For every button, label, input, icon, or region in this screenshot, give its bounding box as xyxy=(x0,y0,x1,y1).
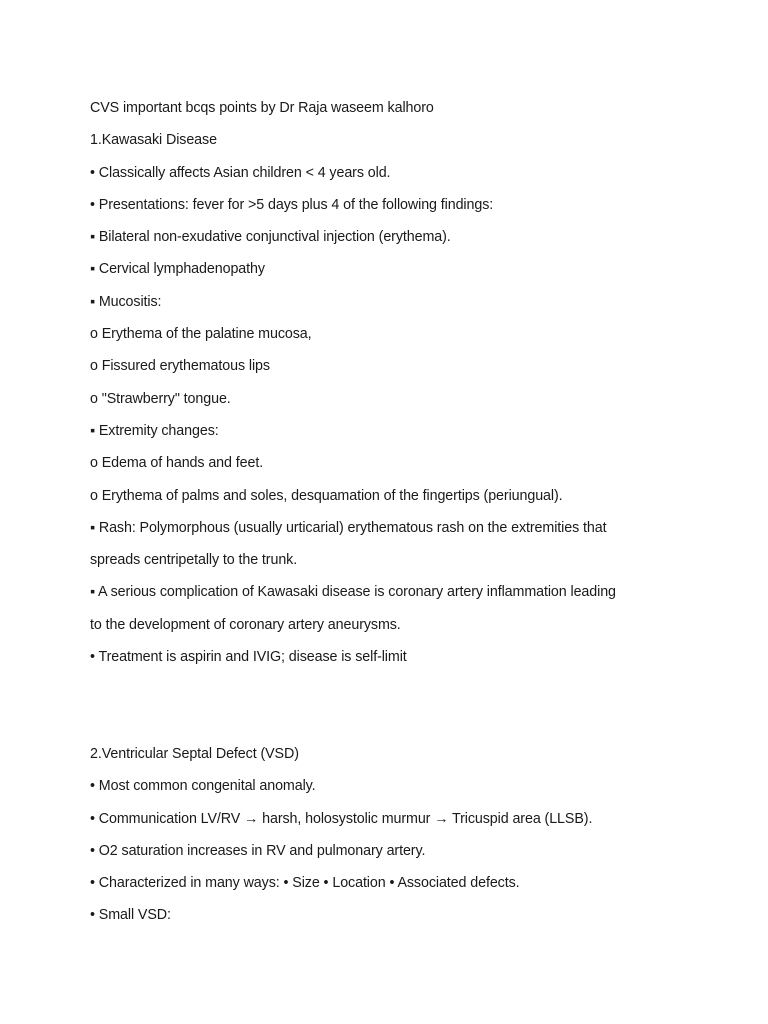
document-body xyxy=(90,92,690,932)
text-line: o Fissured erythematous lips xyxy=(90,358,270,375)
text-line: o Edema of hands and feet. xyxy=(90,455,264,472)
text-line: ▪ Bilateral non-exudative conjunctival injection (erythema). xyxy=(90,229,451,246)
text-line: • Characterized in many ways: • Size • Location • Associated defects. xyxy=(90,875,520,892)
text-line: • O2 saturation increases in RV and pulmonary artery. xyxy=(90,842,426,859)
text-line: ▪ A serious complication of Kawasaki disease is coronary artery inflammation leading xyxy=(90,584,616,601)
text-line: o Erythema of the palatine mucosa, xyxy=(90,326,312,343)
text-line: ▪ Rash: Polymorphous (usually urticarial) erythematous rash on the extremities that xyxy=(90,519,607,536)
text-line: • Communication LV/RV → harsh, holosystolic murmur → Tricuspid area (LLSB). xyxy=(90,810,593,827)
text-line: • Presentations: fever for >5 days plus 4 of the following findings: xyxy=(90,196,494,213)
section-spacer xyxy=(90,673,690,738)
text-line: ▪ Mucositis: xyxy=(90,293,162,310)
text-line: spreads centripetally to the trunk. xyxy=(90,552,298,569)
text-line: • Treatment is aspirin and IVIG; disease is self-limit xyxy=(90,649,407,666)
text-line: ▪ Cervical lymphadenopathy xyxy=(90,261,265,278)
text-line: o "Strawberry" tongue. xyxy=(90,390,231,407)
text-line: • Most common congenital anomaly. xyxy=(90,778,316,795)
section-heading-kawasaki: 1.Kawasaki Disease xyxy=(90,132,217,149)
document-title: CVS important bcqs points by Dr Raja waseem kalhoro xyxy=(90,100,434,116)
text-line: to the development of coronary artery aneurysms. xyxy=(90,616,401,633)
section-heading-vsd: 2.Ventricular Septal Defect (VSD) xyxy=(90,745,299,762)
text-line: • Small VSD: xyxy=(90,907,171,924)
text-line: ▪ Extremity changes: xyxy=(90,422,219,439)
text-line: o Erythema of palms and soles, desquamation of the fingertips (periungual). xyxy=(90,487,563,504)
text-line: • Classically affects Asian children < 4 years old. xyxy=(90,164,391,181)
